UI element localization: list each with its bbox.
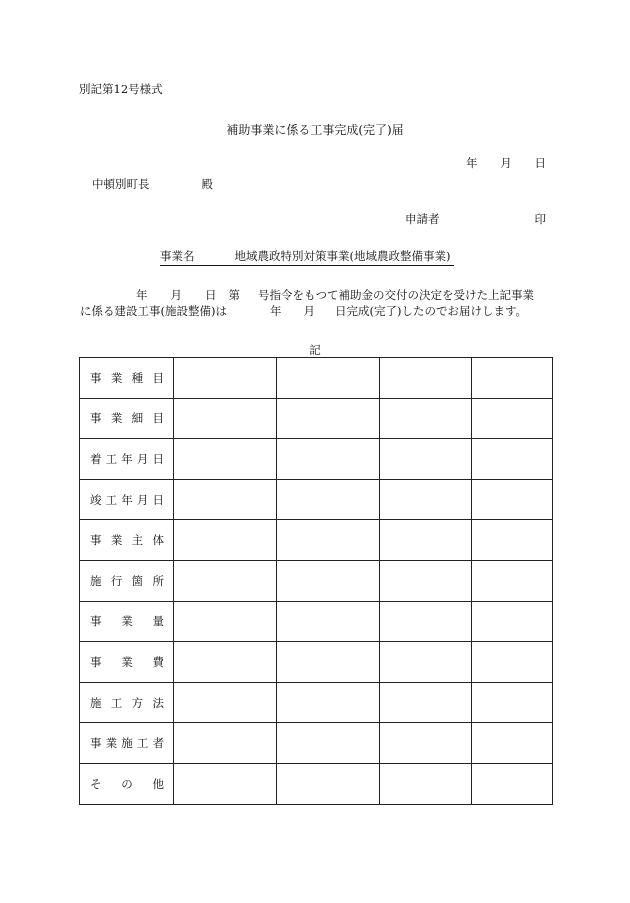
row-label-char: 工 [110,695,123,710]
entry-cell[interactable] [380,398,472,439]
date-month-label: 月 [500,156,512,170]
row-label-char: 業 [110,533,123,548]
row-label-char: 年 [121,492,133,507]
row-label [80,451,173,467]
applicant-line [405,211,546,227]
entry-cell[interactable] [472,479,553,520]
row-label-char: 業 [121,654,133,669]
row-label-char: 体 [152,533,164,548]
body-text-line-1 [80,287,546,303]
table-row [80,642,553,683]
body-line2-start: に係る建設工事(施設整備)は [80,304,227,318]
row-label [80,370,173,386]
entry-cell[interactable] [277,763,380,804]
row-label-cell [80,723,174,764]
date-line [466,155,546,171]
row-label-char: 量 [152,614,164,629]
entry-cell[interactable] [174,723,277,764]
entry-cell[interactable] [380,439,472,480]
row-label [80,410,173,426]
entry-cell[interactable] [174,601,277,642]
row-label-char: 他 [152,776,164,791]
body-line2-rest: 日完成(完了)したのでお届けします。 [334,304,528,318]
row-label-char: 竣 [90,492,102,507]
entry-cell[interactable] [472,601,553,642]
entry-cell[interactable] [277,560,380,601]
row-label-cell [80,642,174,683]
entry-cell[interactable] [472,358,553,399]
row-label-char: 方 [131,695,144,710]
row-label-char: 日 [152,451,164,466]
entry-cell[interactable] [174,560,277,601]
table-row [80,398,553,439]
row-label-cell [80,358,174,399]
date-year-label: 年 [466,156,478,170]
date-day-label: 日 [534,156,546,170]
table-row [80,439,553,480]
row-label-char: 施 [90,695,102,710]
row-label-char: 月 [136,451,149,466]
record-table [79,357,553,805]
row-label-char: 目 [152,370,164,385]
row-label [80,532,173,548]
row-label-char: 業 [105,736,118,751]
row-label [80,735,173,751]
row-label [80,695,173,711]
table-row [80,601,553,642]
document-title: 補助事業に係る工事完成(完了)届 [226,123,404,137]
form-number: 別記第12号様式 [79,82,163,96]
row-label-cell [80,682,174,723]
row-label-char: 工 [136,736,149,751]
entry-cell[interactable] [277,358,380,399]
row-label-char: 目 [152,411,164,426]
entry-cell[interactable] [380,642,472,683]
row-label-char: 事 [90,654,102,669]
row-label-cell [80,520,174,561]
entry-cell[interactable] [472,763,553,804]
project-name-line [160,248,454,266]
table-row [80,479,553,520]
row-label-cell [80,763,174,804]
entry-cell[interactable] [174,642,277,683]
row-label-char: 事 [90,736,102,751]
entry-cell[interactable] [174,358,277,399]
entry-cell[interactable] [380,520,472,561]
table-row [80,560,553,601]
row-label-char: 業 [110,411,123,426]
entry-cell[interactable] [472,682,553,723]
row-label-cell [80,601,174,642]
row-label-char: 所 [152,573,164,588]
entry-cell[interactable] [472,642,553,683]
row-label-char: そ [90,776,102,791]
row-label-cell [80,560,174,601]
row-label-char: 着 [90,451,102,466]
row-label-char: 工 [105,492,118,507]
row-label-cell [80,439,174,480]
row-label-char: 事 [90,411,102,426]
entry-cell[interactable] [277,479,380,520]
row-label-char: 細 [131,411,144,426]
applicant-label: 申請者 [405,212,440,226]
row-label-cell [80,398,174,439]
entry-cell[interactable] [472,398,553,439]
entry-cell[interactable] [472,439,553,480]
addressee-name: 中頓別町長 [92,177,150,191]
row-label-char: 業 [121,614,133,629]
row-label-char: 法 [152,695,164,710]
row-label-char: 行 [110,573,123,588]
row-label-char: 事 [90,370,102,385]
entry-cell[interactable] [472,723,553,764]
row-label [80,492,173,508]
entry-cell[interactable] [174,763,277,804]
row-label-char: 主 [131,533,144,548]
entry-cell[interactable] [277,682,380,723]
row-label [80,613,173,629]
row-label-char: 年 [121,451,133,466]
project-name: 地域農政特別対策事業(地域農政整備事業) [234,249,451,263]
entry-cell[interactable] [174,439,277,480]
body-day-label: 日 [205,288,217,302]
entry-cell[interactable] [277,520,380,561]
body-dai-label: 第 [228,288,240,302]
row-label-char: 費 [152,654,164,669]
entry-cell[interactable] [277,439,380,480]
entry-cell[interactable] [380,358,472,399]
entry-cell[interactable] [277,398,380,439]
body-line2-month: 月 [303,304,315,318]
row-label-char: 施 [121,736,133,751]
row-label-char: 種 [131,370,144,385]
entry-cell[interactable] [174,479,277,520]
body-line2-year: 年 [269,304,282,318]
body-year-label: 年 [136,288,148,302]
entry-cell[interactable] [380,763,472,804]
row-label-char: 施 [90,573,102,588]
entry-cell[interactable] [174,682,277,723]
row-label-char: 日 [152,492,164,507]
table-row [80,520,553,561]
entry-cell[interactable] [380,560,472,601]
row-label-char: 事 [90,533,102,548]
entry-cell[interactable] [380,682,472,723]
entry-cell[interactable] [277,601,380,642]
entry-cell[interactable] [472,560,553,601]
table-row [80,763,553,804]
body-text-line-2 [80,303,527,319]
row-label [80,776,173,792]
entry-cell[interactable] [380,723,472,764]
body-month-label: 月 [170,288,182,302]
row-label-char: 者 [152,736,164,751]
row-label-char: の [121,776,133,791]
row-label [80,654,173,670]
row-label-char: 箇 [131,573,144,588]
table-row [80,723,553,764]
row-label-char: 業 [110,370,123,385]
entry-cell[interactable] [380,479,472,520]
row-label-char: 事 [90,614,102,629]
row-label-char: 工 [105,451,118,466]
row-label [80,573,173,589]
row-label-char: 月 [136,492,149,507]
entry-cell[interactable] [174,520,277,561]
entry-cell[interactable] [277,723,380,764]
table-row [80,358,553,399]
entry-cell[interactable] [380,601,472,642]
entry-cell[interactable] [472,520,553,561]
ki-heading: 記 [309,343,321,357]
body-line1-rest: 号指令をもつて補助金の交付の決定を受けた上記事業 [258,288,534,302]
entry-cell[interactable] [277,642,380,683]
table-row [80,682,553,723]
addressee [92,176,213,192]
entry-cell[interactable] [174,398,277,439]
row-label-cell [80,479,174,520]
addressee-honorific: 殿 [201,177,213,191]
seal-mark: 印 [534,212,546,226]
project-label: 事業名 [160,249,195,263]
